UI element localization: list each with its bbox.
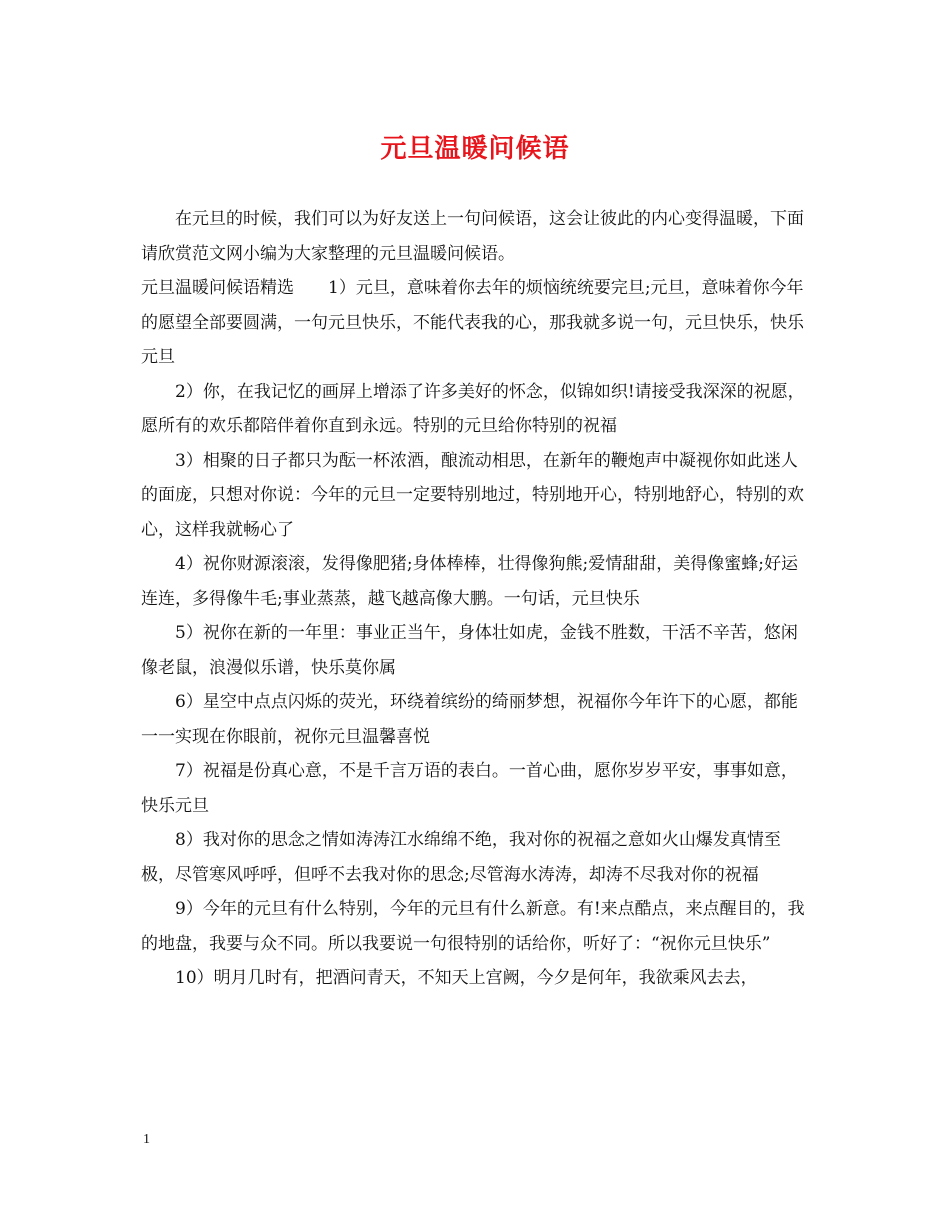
page-number: 1	[143, 1132, 150, 1147]
document-title: 元旦温暖问候语	[380, 134, 570, 164]
greeting-item: 3）相聚的日子都只为酝一杯浓酒，酿流动相思，在新年的鞭炮声中凝视你如此迷人的面庞，只想对你说：今年的元旦一定要特别地过，特别地开心，特别地舒心，特别的欢心，这样我就畅心了	[141, 450, 804, 540]
greeting-item: 2）你，在我记忆的画屏上增添了许多美好的怀念，似锦如织!请接受我深深的祝愿，愿所有的欢乐都陪伴着你直到永远。特别的元旦给你特别的祝福	[141, 381, 805, 436]
intro-paragraph: 在元旦的时候，我们可以为好友送上一句问候语，这会让彼此的内心变得温暖，下面请欣赏范文网小编为大家整理的元旦温暖问候语。	[141, 209, 804, 264]
section-paragraph: 元旦温暖问候语精选 1）元旦，意味着你去年的烦恼统统要完旦;元旦，意味着你今年的愿望全部要圆满，一句元旦快乐，不能代表我的心，那我就多说一句，元旦快乐，快乐元旦	[141, 278, 804, 367]
greeting-item: 10）明月几时有，把酒问青天，不知天上宫阙，今夕是何年，我欲乘风去去，	[175, 968, 758, 988]
greeting-item: 6）星空中点点闪烁的荧光，环绕着缤纷的绮丽梦想，祝福你今年许下的心愿，都能一一实现在你眼前，祝你元旦温馨喜悦	[141, 692, 798, 747]
greeting-item: 9）今年的元旦有什么特别，今年的元旦有什么新意。有!来点酷点，来点醒目的，我的地盘，我要与众不同。所以我要说一句很特别的话给你，听好了：“祝你元旦快乐”	[141, 899, 805, 954]
greeting-item: 8）我对你的思念之情如涛涛江水绵绵不绝，我对你的祝福之意如火山爆发真情至极，尽管寒风呼呼，但呼不去我对你的思念;尽管海水涛涛，却涛不尽我对你的祝福	[141, 830, 781, 885]
greeting-item: 5）祝你在新的一年里：事业正当午，身体壮如虎，金钱不胜数，干活不辛苦，悠闲像老鼠，浪漫似乐谱，快乐莫你属	[141, 623, 798, 678]
greeting-item: 7）祝福是份真心意，不是千言万语的表白。一首心曲，愿你岁岁平安，事事如意，快乐元旦	[141, 761, 798, 816]
greeting-item: 4）祝你财源滚滚，发得像肥猪;身体棒棒，壮得像狗熊;爱情甜甜，美得像蜜蜂;好运连连，多得像牛毛;事业蒸蒸，越飞越高像大鹏。一句话，元旦快乐	[141, 554, 798, 609]
document-body	[141, 202, 811, 996]
